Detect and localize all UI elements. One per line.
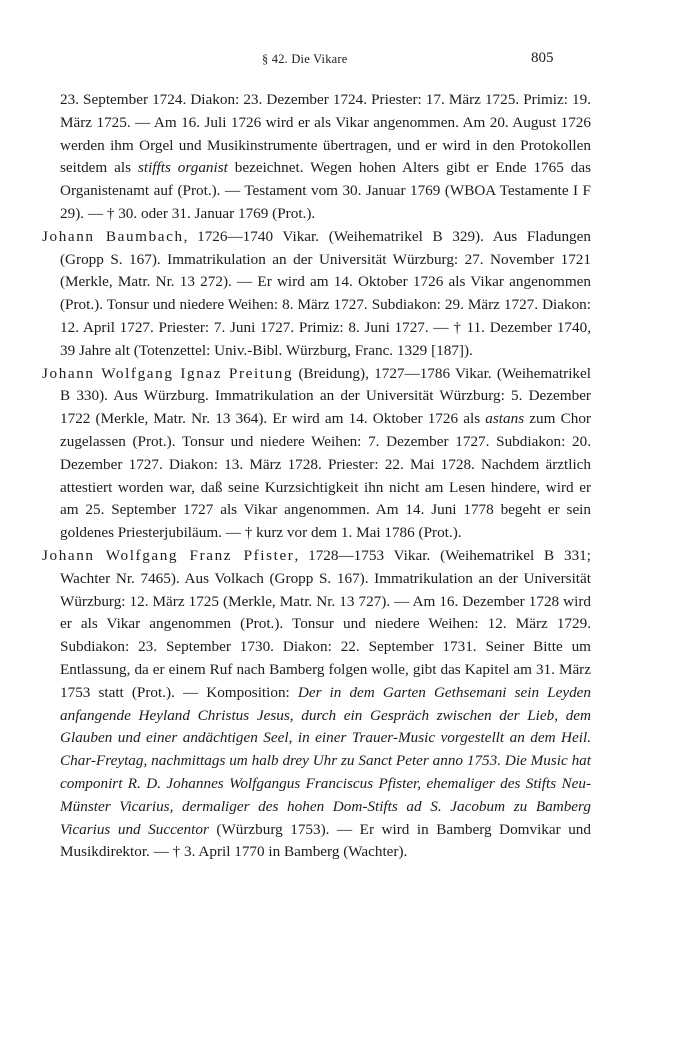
entry-text: bezeichnet. Wegen hohen Alters gibt er Ende 1765 das Organistenamt auf (Prot.). — Testament vom 30. Januar 1769 (WBOA Testamente I F 29). — † 30. oder 31. Januar 1769 (Prot.).	[60, 159, 591, 222]
page-number: 805	[531, 50, 554, 66]
entry-text: (Würzburg 1753). — Er wird in Bamberg Domvikar und Musikdirektor. — † 3. April 1770 in Bamberg (Wachter).	[60, 820, 591, 861]
entry-text: (Breidung), 1727—1786 Vikar. (Weihematrikel B 330). Aus Würzburg. Immatrikulation an der Universität Würzburg: 5. Dezember 1722 (Merkle, Matr. Nr. 13 364). Er wird am 14. Oktober 1726 als	[60, 364, 591, 428]
person-name: Johann Wolfgang Franz Pfister	[42, 546, 295, 564]
entry-baumbach	[42, 226, 591, 363]
italic-text: Der in dem Garten Gethsemani sein Leyden anfangende Heyland Christus Jesus, durch ein Gespräch zwischen der Lieb, dem Glauben und einer andächtigen Seel, in einer Trauer-Music vorgestellt an dem Heil. Char-Freytag, nachmittags um halb drey Uhr zu Sanct Peter anno 1753. Die Music hat componirt R. D. Johannes Wolfgangus Franciscus Pfister, ehemaliger des Stifts Neu-Münster Vicarius, dermaliger des hohen Dom-Stifts ad S. Jacobum zu Bamberg Vicarius und Succentor	[60, 683, 591, 838]
entry-continuation	[42, 89, 591, 226]
body-text	[42, 89, 591, 864]
entry-text: , 1726—1740 Vikar. (Weihematrikel B 329). Aus Fladungen (Gropp S. 167). Immatrikulation an der Universität Würzburg: 27. November 1721 (Merkle, Matr. Nr. 13 272). — Er wird am 14. Oktober 1726 als Vikar angenommen (Prot.). Tonsur und niedere Weihen: 8. März 1727. Subdiakon: 29. März 1727. Diakon: 12. April 1727. Priester: 7. Juni 1727. Primiz: 8. Juni 1727. — † 11. Dezember 1740, 39 Jahre alt (Totenzettel: Univ.-Bibl. Würzburg, Franc. 1329 [187]).	[60, 227, 591, 359]
entry-text: , 1728—1753 Vikar. (Weihematrikel B 331; Wachter Nr. 7465). Aus Volkach (Gropp S. 167). Immatrikulation an der Universität Würzburg: 12. März 1725 (Merkle, Matr. Nr. 13 727). — Am 16. Dezember 1728 wird er als Vikar angenommen (Prot.). Tonsur und niedere Weihen: 12. März 1729. Subdiakon: 23. September 1730. Diakon: 22. September 1731. Seiner Bitte um Entlassung, da er einem Ruf nach Bamberg folgen wolle, gibt das Kapitel am 31. März 1753 statt (Prot.). — Komposition:	[60, 546, 591, 701]
person-name: Johann Wolfgang Ignaz Preitung	[42, 364, 294, 382]
section-title: § 42. Die Vikare	[262, 52, 348, 66]
italic-text: stiffts organist	[137, 159, 228, 177]
running-head	[0, 50, 700, 70]
entry-text: zum Chor zugelassen (Prot.). Tonsur und niedere Weihen: 7. Dezember 1727. Subdiakon: 20. Dezember 1727. Diakon: 13. März 1728. Priester: 22. Mai 1728. Nachdem ärztlich attestiert worden war, daß seine Kurzsichtigkeit ihn nicht am Lesen hindere, wird er am 25. September 1727 als Vikar angenommen. Am 14. Juni 1778 begeht er sein goldenes Priesterjubiläum. — † kurz vor dem 1. Mai 1786 (Prot.).	[60, 410, 591, 542]
entry-pfister	[42, 545, 591, 864]
entry-preitung	[42, 363, 591, 545]
entry-text: 23. September 1724. Diakon: 23. Dezember 1724. Priester: 17. März 1725. Primiz: 19. März 1725. — Am 16. Juli 1726 wird er als Vikar angenommen. Am 20. August 1726 werden ihm Orgel und Musikinstrumente übertragen, und er wird in den Protokollen seitdem als	[60, 91, 591, 177]
person-name: Johann Baumbach	[42, 227, 184, 245]
italic-text: astans	[485, 410, 525, 428]
